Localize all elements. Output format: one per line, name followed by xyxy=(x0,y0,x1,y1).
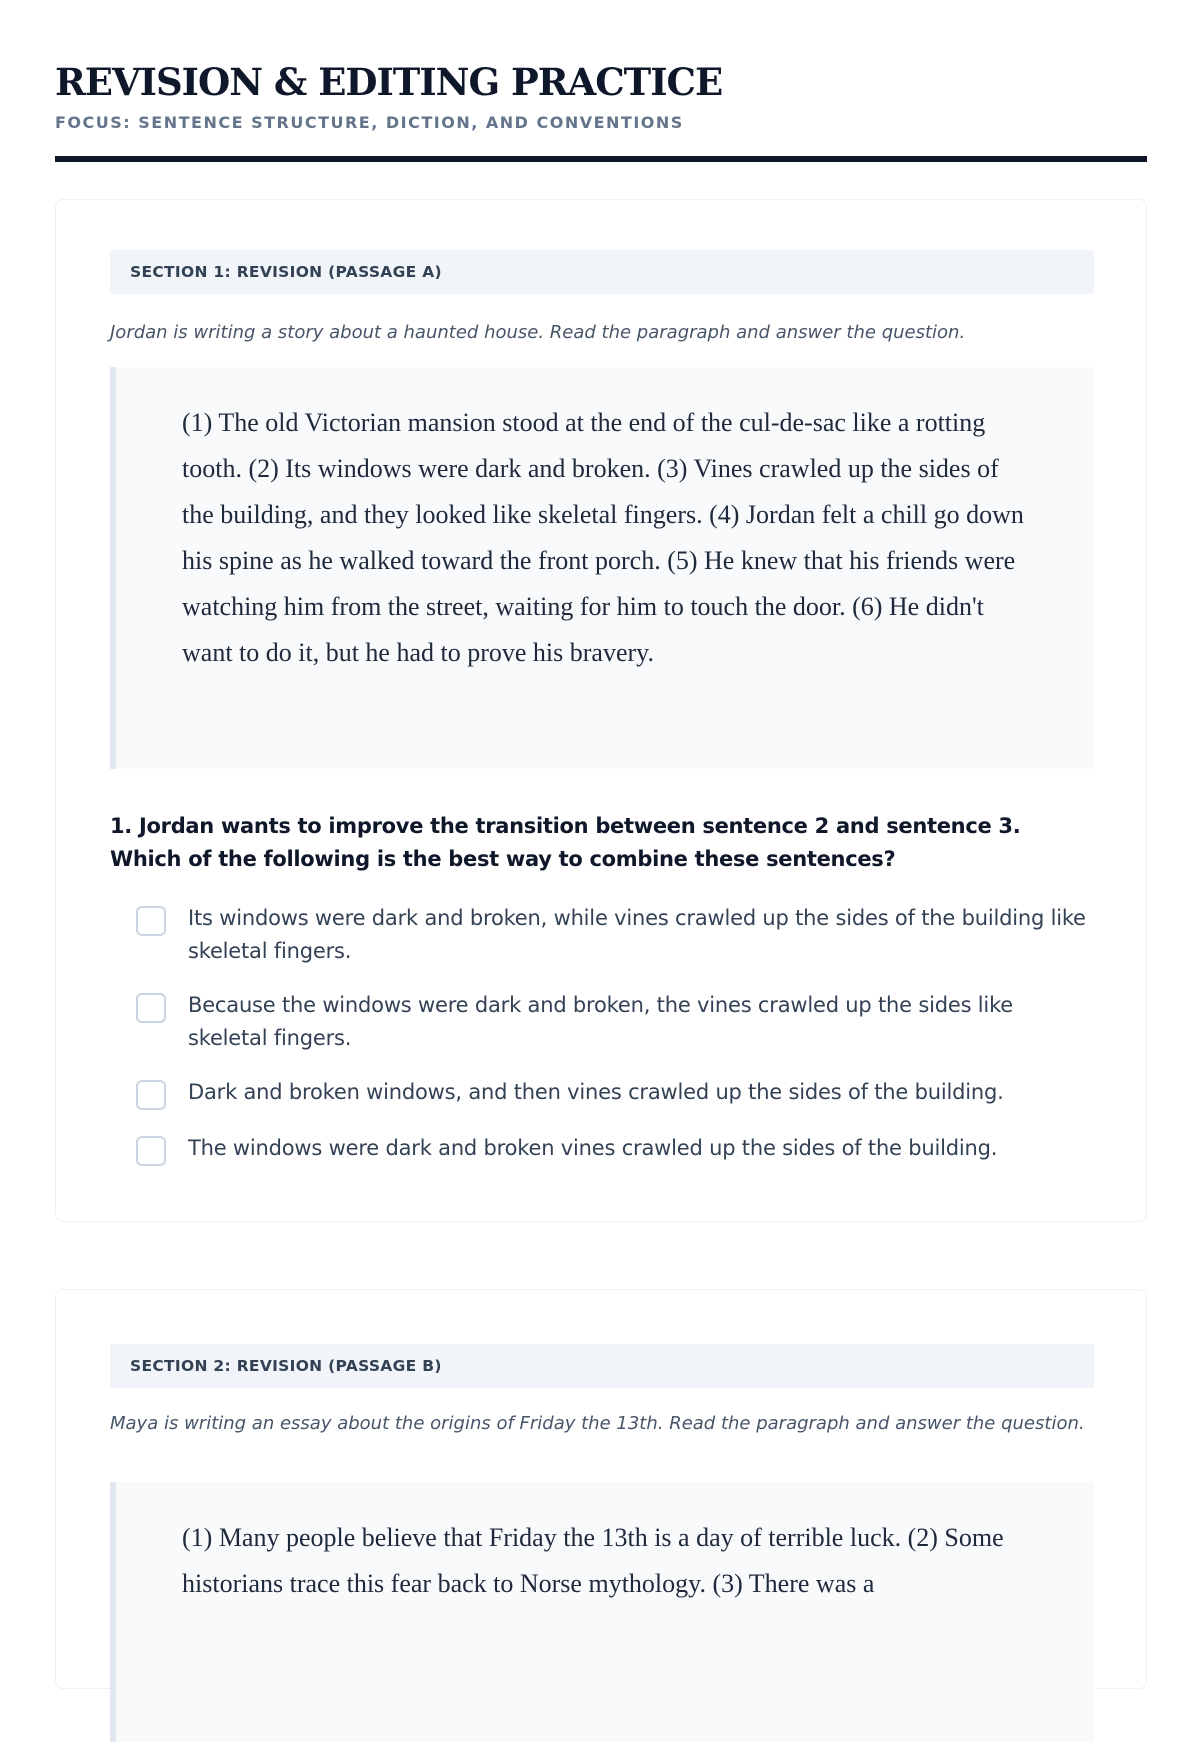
passage-a: (1) The old Victorian mansion stood at the end of the cul-de-sac like a rotting tooth. (2) Its windows were dark and broken. (3) Vines crawled up the sides of the building, and they looked like skeletal fingers. (4) Jordan felt a chill go down his spine as he walked toward the front porch. (5) He knew that his friends were watching him from the street, waiting for him to touch the door. (6) He didn't want to do it, but he had to prove his bravery. xyxy=(110,367,1094,769)
answer-option-text[interactable]: Dark and broken windows, and then vines crawled up the sides of the building. xyxy=(188,1080,1004,1104)
page-subtitle: FOCUS: SENTENCE STRUCTURE, DICTION, AND CONVENTIONS xyxy=(55,113,684,132)
section-label: SECTION 2: REVISION (PASSAGE B) xyxy=(110,1344,1094,1388)
section-card-1 xyxy=(55,199,1147,1222)
answer-option-text[interactable]: Because the windows were dark and broken, the vines crawled up the sides like skeletal fingers. xyxy=(188,993,1014,1050)
answer-option-text[interactable]: Its windows were dark and broken, while vines crawled up the sides of the building like skeletal fingers. xyxy=(188,906,1086,963)
answer-checkbox-a[interactable] xyxy=(136,906,166,936)
page-title: REVISION & EDITING PRACTICE xyxy=(55,60,723,104)
worksheet-page xyxy=(55,0,1147,1598)
worksheet-header xyxy=(55,0,1147,162)
section-intro: Maya is writing an essay about the origins of Friday the 13th. Read the paragraph and answer the question. xyxy=(110,1413,1085,1434)
section-card-2 xyxy=(55,1289,1147,1689)
header-divider xyxy=(55,156,1147,162)
answer-option-text[interactable]: The windows were dark and broken vines crawled up the sides of the building. xyxy=(188,1136,998,1160)
answer-checkbox-d[interactable] xyxy=(136,1136,166,1166)
answer-checkbox-b[interactable] xyxy=(136,993,166,1023)
answer-checkbox-c[interactable] xyxy=(136,1080,166,1110)
question-1-prompt: 1. Jordan wants to improve the transition between sentence 2 and sentence 3. Which of the following is the best way to combine these sentences? xyxy=(110,814,1021,871)
passage-b: (1) Many people believe that Friday the 13th is a day of terrible luck. (2) Some historians trace this fear back to Norse mythology. (3) There was a xyxy=(110,1482,1094,1742)
section-intro: Jordan is writing a story about a haunted house. Read the paragraph and answer the question. xyxy=(110,322,966,343)
section-label: SECTION 1: REVISION (PASSAGE A) xyxy=(110,250,1094,294)
